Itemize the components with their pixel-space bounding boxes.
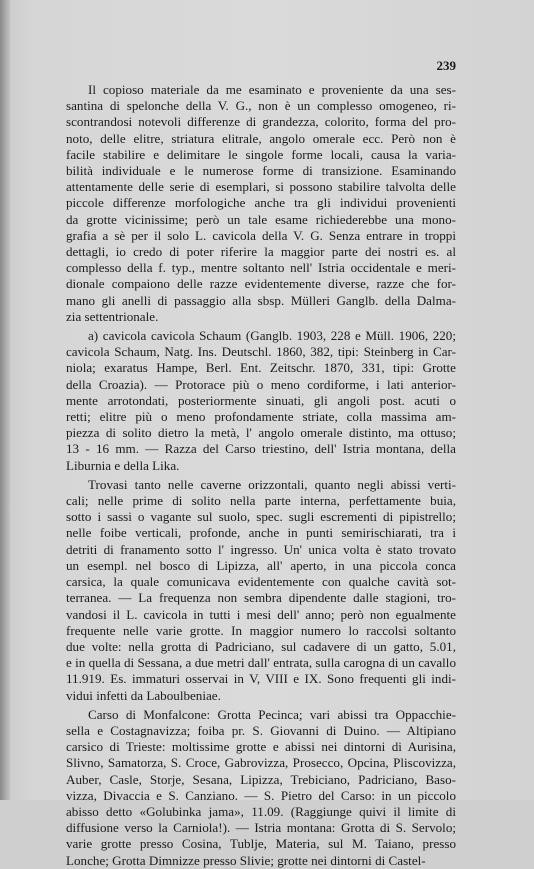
text-line: vidui infetti da Laboulbeniae. (66, 687, 221, 703)
text-line: sotto i sassi o vagante sul suolo, spec. sugli escrementi di pipistrello; (66, 509, 456, 525)
text-line: retti; elitre più o meno profondamente striate, colla massima am- (66, 409, 456, 425)
text-line: sella e Costagnavizza; foiba pr. S. Giovanni di Duino. — Altipiano (66, 722, 456, 738)
text-line: varie grotte presso Cosina, Tublje, Materia, sul M. Taiano, presso (66, 836, 456, 852)
text-line: vandosi il L. cavicola in tutti i mesi dell' anno; però non egualmente (66, 606, 456, 622)
text-line: Slivno, Samatorza, S. Croce, Gabrovizza, Prosecco, Opcina, Pliscovizza, (66, 755, 456, 771)
text-line: da grotte vicinissime; però un tale esame richiederebbe una mono- (66, 211, 456, 227)
text-line: complesso della f. typ., mentre soltanto nell' Istria occidentale e meri- (66, 260, 456, 276)
text-line: 11.919. Es. immaturi osservai in V, VIII e IX. Sono frequenti gli indi- (66, 671, 456, 687)
text-line: Carso di Monfalcone: Grotta Pecinca; vari abissi tra Oppacchie- (88, 706, 456, 722)
text-line: Lonche; Grotta Dimnizze presso Slivie; grotte nei dintorni di Castel- (66, 852, 426, 868)
text-line: abisso detto «Golubinka jama», 11.09. (Raggiunge quivi il limite di (66, 803, 456, 819)
species-paragraph (66, 328, 456, 474)
text-line: diffusione verso la Carniola!). — Istria montana: Grotta di S. Servolo; (66, 820, 456, 836)
text-line: a) cavicola cavicola Schaum (Ganglb. 1903, 228 e Müll. 1906, 220; (88, 328, 456, 344)
text-line: carsico di Trieste: moltissime grotte e abissi nei dintorni di Aurisina, (66, 739, 456, 755)
text-line: della Croazia). — Protorace più o meno cordiforme, i lati anterior- (66, 376, 456, 392)
text-line: mano gli anelli di passaggio alla sbsp. Mülleri Ganglb. della Dalma- (66, 292, 456, 308)
text-line: 13 - 16 mm. — Razza del Carso triestino, dell' Istria montana, della (66, 441, 456, 457)
text-line: niola; exaratus Hampe, Berl. Ent. Zeitschr. 1870, 331, tipi: Grotte (66, 360, 456, 376)
body-text (66, 82, 456, 869)
text-line: santina di spelonche della V. G., non è un complesso omogeneo, ri- (66, 98, 456, 114)
text-line: Liburnia e della Lika. (66, 457, 180, 473)
text-line: bilità individuale e le numerose forme di transizione. Esaminando (66, 163, 456, 179)
text-line: attentamente delle serie di esemplari, si possono stabilire talvolta delle (66, 179, 456, 195)
text-line: grafia a sè per il solo L. cavicola della V. G. Senza entrare in troppi (66, 227, 456, 243)
text-line: cali; nelle prime di solito nella parte interna, perfettamente buia, (66, 493, 456, 509)
text-line: vizza, Divaccia e S. Canziano. — S. Pietro del Carso: in un piccolo (66, 787, 456, 803)
page-number: 239 (436, 58, 456, 73)
text-line: frequente nelle varie grotte. In maggior numero lo raccolsi soltanto (66, 622, 456, 638)
text-line: Il copioso materiale da me esaminato e proveniente da una ses- (88, 82, 456, 97)
text-line: due volte: nella grotta di Padriciano, sul cadavere di un gatto, 5.01, (66, 638, 456, 654)
text-line: cavicola Schaum, Natg. Ins. Deutschl. 1860, 382, tipi: Steinberg in Car- (66, 344, 456, 360)
text-line: piezza di solito dietro la metà, l' angolo omerale distinto, ma ottuso; (66, 425, 456, 441)
localities-paragraph (66, 707, 456, 869)
intro-paragraph (66, 82, 456, 325)
text-line: un esempl. nel bosco di Lipizza, all' aperto, in una piccola conca (66, 557, 456, 573)
text-line: scontrandosi notevoli differenze di grandezza, colorito, forma del pro- (66, 114, 456, 130)
text-line: zia settentrionale. (66, 308, 159, 324)
text-line: e in quella di Sessana, a due metri dall' entrata, sulla carogna di un cavallo (66, 655, 456, 671)
text-line: mente arrotondati, posteriormente sinuati, gli angoli post. acuti o (66, 392, 456, 408)
text-line: carsica, la quale comunicava evidentemente con qualche cavità sot- (66, 574, 456, 590)
text-line: dionale compaiono delle razze evidentemente diverse, razze che for- (66, 276, 456, 292)
text-line: detriti di franamento sotto l' ingresso. Un' unica volta è stato trovato (66, 541, 456, 557)
text-line: dettagli, io credo di poter riferire la maggior parte dei nostri es. al (66, 244, 456, 260)
text-line: piccole differenze morfologiche anche tra gli individui provenienti (66, 195, 456, 211)
text-line: nelle foibe verticali, profonde, anche in punti semirischiarati, tra i (66, 525, 456, 541)
text-line: noto, delle elitre, striatura elitrale, angolo omerale ecc. Però non è (66, 130, 456, 146)
text-line: facile stabilire e delimitare le singole forme locali, causa la varia- (66, 146, 456, 162)
page-gutter-shadow (0, 0, 10, 800)
text-line: Auber, Casle, Storje, Sesana, Lipizza, Trebiciano, Padriciano, Baso- (66, 771, 456, 787)
habitat-paragraph (66, 477, 456, 704)
text-line: terranea. — La frequenza non sembra dipendente dalle stagioni, tro- (66, 590, 456, 606)
text-line: Trovasi tanto nelle caverne orizzontali, quanto negli abissi verti- (88, 476, 456, 492)
